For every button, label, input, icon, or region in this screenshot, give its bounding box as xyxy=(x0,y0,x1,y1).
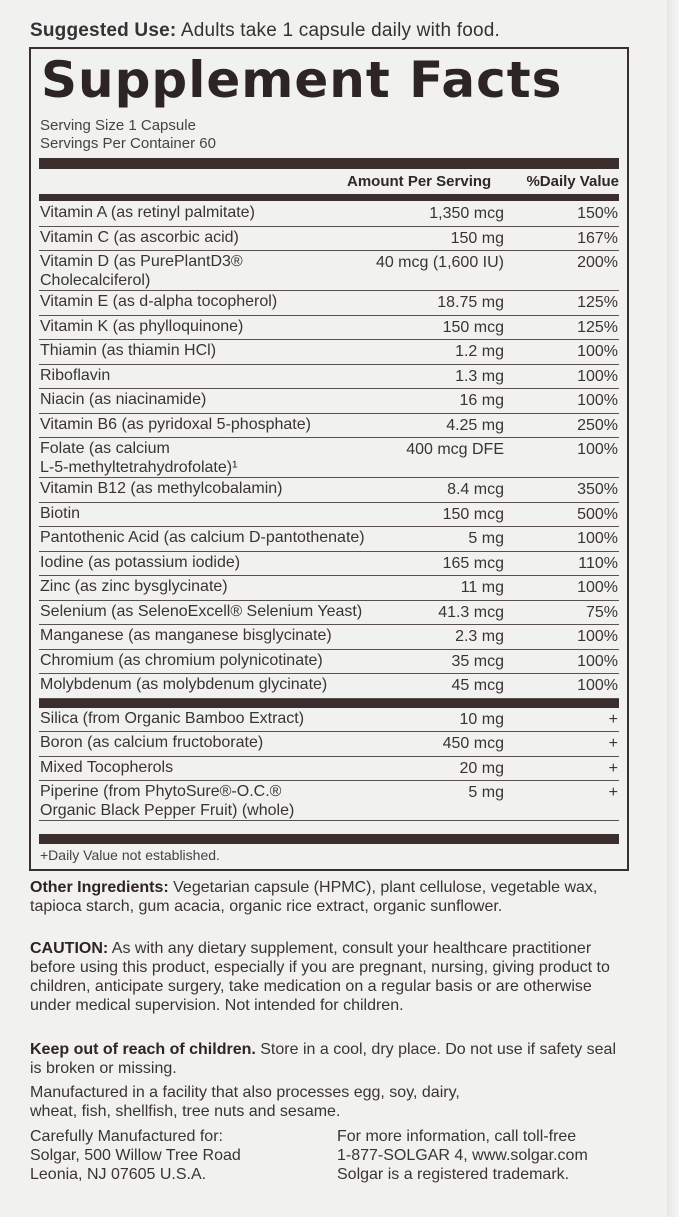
serving-size: Serving Size 1 Capsule xyxy=(40,117,196,134)
nutrient-row xyxy=(39,757,619,782)
nutrient-name-line-2: Cholecalciferol) xyxy=(40,272,151,289)
nutrient-row xyxy=(39,708,619,733)
nutrient-amount: 1,350 mcg xyxy=(429,205,504,222)
nutrient-name-line: Boron (as calcium fructoborate) xyxy=(40,734,264,751)
nutrient-dv: 100% xyxy=(577,392,618,409)
panel-title: Supplement Facts xyxy=(41,51,563,109)
nutrient-name-line: Vitamin B12 (as methylcobalamin) xyxy=(40,480,283,497)
dv-header: %Daily Value xyxy=(526,173,619,190)
nutrient-name xyxy=(40,504,80,523)
nutrient-name xyxy=(40,228,239,247)
nutrient-name-line: Vitamin D (as PurePlantD3® xyxy=(40,253,243,270)
nutrient-amount: 11 mg xyxy=(460,579,504,596)
nutrient-name-line: Vitamin B6 (as pyridoxal 5-phosphate) xyxy=(40,415,311,433)
caution xyxy=(30,939,630,1015)
suggested-use xyxy=(30,20,500,42)
nutrient-row xyxy=(39,527,619,552)
nutrient-name xyxy=(40,758,173,777)
nutrient-amount: 40 mcg (1,600 IU) xyxy=(375,254,504,271)
nutrient-dv: + xyxy=(608,735,618,752)
nutrient-name xyxy=(40,709,304,728)
footnote: +Daily Value not established. xyxy=(40,847,220,863)
nutrient-name-line: Selenium (as SelenoExcell® Selenium Yeast) xyxy=(40,602,363,620)
nutrient-amount: 16 mg xyxy=(459,392,504,409)
nutrient-name-line: Vitamin A (as retinyl palmitate) xyxy=(40,204,255,221)
nutrient-dv: 500% xyxy=(577,505,618,523)
nutrient-row xyxy=(39,650,619,675)
nutrient-name-line: Iodine (as potassium iodide) xyxy=(40,553,241,571)
nutrient-name xyxy=(40,651,323,670)
nutrient-amount: 150 mg xyxy=(450,229,504,247)
nutrient-amount: 4.25 mg xyxy=(446,416,504,434)
nutrient-name xyxy=(40,439,237,477)
suggested-use-text: Adults take 1 capsule daily with food. xyxy=(176,20,500,41)
nutrient-amount: 400 mcg DFE xyxy=(406,441,504,458)
nutrient-row xyxy=(39,340,619,365)
nutrient-name xyxy=(40,292,277,311)
caution-label: CAUTION: xyxy=(30,940,109,957)
nutrient-row xyxy=(39,202,619,227)
manufacturer-line-1: Carefully Manufactured for: xyxy=(30,1128,223,1145)
page-edge-shadow xyxy=(667,0,679,1217)
nutrient-dv: 100% xyxy=(577,441,618,458)
nutrient-name-line: Chromium (as chromium polynicotinate) xyxy=(40,651,323,669)
nutrient-name-line: Riboflavin xyxy=(40,366,111,384)
nutrient-dv: + xyxy=(608,759,618,777)
keep-out-text: Store in a cool, dry place. Do not use if safety seal is broken or missing. xyxy=(30,1041,616,1077)
nutrient-row xyxy=(39,503,619,528)
nutrient-row xyxy=(39,414,619,439)
nutrient-row xyxy=(39,251,619,291)
nutrient-dv: 110% xyxy=(578,554,618,572)
nutrient-name-line: Thiamin (as thiamin HCl) xyxy=(40,342,217,359)
nutrient-dv: 100% xyxy=(577,367,618,385)
nutrient-name-line: Manganese (as manganese bisglycinate) xyxy=(40,627,332,644)
nutrient-amount: 35 mcg xyxy=(451,652,504,670)
other-ingredients-text: Vegetarian capsule (HPMC), plant cellulose, vegetable wax, tapioca starch, gum acacia, organic rice extract, organic sunflower. xyxy=(30,879,598,915)
nutrient-amount: 20 mg xyxy=(459,759,504,777)
nutrient-row xyxy=(39,316,619,341)
nutrient-amount: 2.3 mg xyxy=(455,628,504,645)
manufacturer-line-3: Leonia, NJ 07605 U.S.A. xyxy=(30,1166,207,1183)
nutrient-row xyxy=(39,438,619,478)
nutrient-name-line-2: L-5-methyltetrahydrofolate)¹ xyxy=(40,459,238,476)
nutrient-dv: 100% xyxy=(577,677,618,694)
nutrient-name xyxy=(40,553,240,572)
thick-divider-header xyxy=(39,194,619,201)
nutrient-row xyxy=(39,781,619,821)
other-ingredients-label: Other Ingredients: xyxy=(30,879,169,896)
keep-out-label: Keep out of reach of children. xyxy=(30,1041,256,1058)
manufacturer-line-2: Solgar, 500 Willow Tree Road xyxy=(30,1147,241,1164)
suggested-use-label: Suggested Use: xyxy=(30,20,177,41)
nutrient-name-line: Mixed Tocopherols xyxy=(40,758,174,776)
nutrient-dv: 167% xyxy=(577,229,618,247)
nutrient-amount: 45 mcg xyxy=(451,677,504,694)
nutrient-name-line: Vitamin C (as ascorbic acid) xyxy=(40,228,239,246)
nutrient-name-line: Zinc (as zinc bysglycinate) xyxy=(40,578,228,595)
nutrient-amount: 10 mg xyxy=(459,710,504,728)
nutrient-name-line: Vitamin K (as phylloquinone) xyxy=(40,317,244,335)
nutrient-row xyxy=(39,552,619,577)
thick-divider-top xyxy=(39,158,619,169)
nutrient-row xyxy=(39,227,619,252)
nutrient-name xyxy=(40,366,110,385)
servings-per-container: Servings Per Container 60 xyxy=(40,135,216,152)
nutrient-name xyxy=(40,415,311,434)
other-ingredients xyxy=(30,878,630,916)
nutrient-dv: 200% xyxy=(577,254,618,271)
nutrient-dv: 100% xyxy=(577,652,618,670)
manufacturer-info xyxy=(30,1127,241,1184)
nutrient-amount: 18.75 mg xyxy=(437,294,504,311)
nutrient-amount: 1.3 mg xyxy=(455,367,504,385)
nutrient-amount: 8.4 mcg xyxy=(447,481,504,498)
thick-divider-bottom xyxy=(39,834,619,844)
nutrient-name-line: Molybdenum (as molybdenum glycinate) xyxy=(40,676,328,693)
nutrient-name xyxy=(40,528,365,547)
nutrient-name xyxy=(40,479,282,498)
contact-line-3: Solgar is a registered trademark. xyxy=(337,1166,570,1183)
nutrient-name xyxy=(40,252,243,290)
nutrient-dv: + xyxy=(608,784,618,801)
nutrient-name xyxy=(40,602,362,621)
nutrient-name-line: Pantothenic Acid (as calcium D-pantothenate) xyxy=(40,529,365,546)
nutrient-name xyxy=(40,341,216,360)
supplement-facts-panel xyxy=(29,47,629,871)
nutrient-row xyxy=(39,625,619,650)
nutrient-name xyxy=(40,675,327,694)
nutrient-row xyxy=(39,389,619,414)
nutrient-dv: 100% xyxy=(577,343,618,360)
nutrient-row xyxy=(39,576,619,601)
nutrient-dv: 100% xyxy=(577,628,618,645)
nutrient-amount: 1.2 mg xyxy=(455,343,504,360)
amount-header: Amount Per Serving xyxy=(347,173,492,190)
nutrient-dv: 125% xyxy=(577,318,618,336)
contact-line-1: For more information, call toll-free xyxy=(337,1128,577,1145)
nutrient-dv: 150% xyxy=(577,205,618,222)
nutrient-amount: 150 mcg xyxy=(442,505,504,523)
nutrient-dv: 75% xyxy=(585,603,618,621)
nutrient-name xyxy=(40,626,332,645)
nutrient-row xyxy=(39,365,619,390)
nutrient-amount: 41.3 mcg xyxy=(438,603,504,621)
nutrient-row xyxy=(39,601,619,626)
section-divider xyxy=(39,699,619,708)
nutrient-row xyxy=(39,732,619,757)
nutrient-name xyxy=(40,577,228,596)
nutrient-name xyxy=(40,733,263,752)
allergen-statement: Manufactured in a facility that also processes egg, soy, dairy, wheat, fish, shellfish, tree nuts and sesame. xyxy=(30,1084,460,1120)
nutrient-dv: 100% xyxy=(577,579,618,596)
nutrient-dv: + xyxy=(608,710,618,728)
nutrient-amount: 165 mcg xyxy=(442,554,504,572)
nutrient-amount: 5 mg xyxy=(468,784,504,801)
nutrient-name xyxy=(40,203,255,222)
nutrient-name xyxy=(40,782,294,820)
nutrient-name xyxy=(40,390,206,409)
nutrient-row xyxy=(39,478,619,503)
nutrient-row xyxy=(39,291,619,316)
nutrient-name-line: Vitamin E (as d-alpha tocopherol) xyxy=(40,293,278,310)
nutrient-name-line: Silica (from Organic Bamboo Extract) xyxy=(40,709,305,727)
nutrient-dv: 350% xyxy=(577,481,618,498)
nutrient-dv: 250% xyxy=(577,416,618,434)
nutrient-amount: 450 mcg xyxy=(442,735,504,752)
keep-out-of-reach xyxy=(30,1040,630,1078)
nutrient-name-line-2: Organic Black Pepper Fruit) (whole) xyxy=(40,802,295,819)
nutrient-name-line: Biotin xyxy=(40,504,81,522)
nutrient-name-line: Niacin (as niacinamide) xyxy=(40,391,207,408)
nutrient-dv: 100% xyxy=(577,530,618,547)
caution-text: As with any dietary supplement, consult your healthcare practitioner before using this product, especially if you are pregnant, nursing, giving product to children, anticipate surgery, take medication on a regular basis or are otherwise under medical supervision. Not intended for children. xyxy=(30,940,610,1014)
nutrient-name xyxy=(40,317,243,336)
nutrient-name-line: Folate (as calcium xyxy=(40,440,170,457)
nutrient-row xyxy=(39,674,619,699)
contact-info xyxy=(337,1127,588,1184)
nutrient-amount: 150 mcg xyxy=(442,318,504,336)
nutrient-dv: 125% xyxy=(577,294,618,311)
nutrient-amount: 5 mg xyxy=(468,530,504,547)
nutrient-name-line: Piperine (from PhytoSure®-O.C.® xyxy=(40,783,282,800)
contact-line-2: 1-877-SOLGAR 4, www.solgar.com xyxy=(337,1147,588,1164)
nutrient-table xyxy=(39,202,619,821)
